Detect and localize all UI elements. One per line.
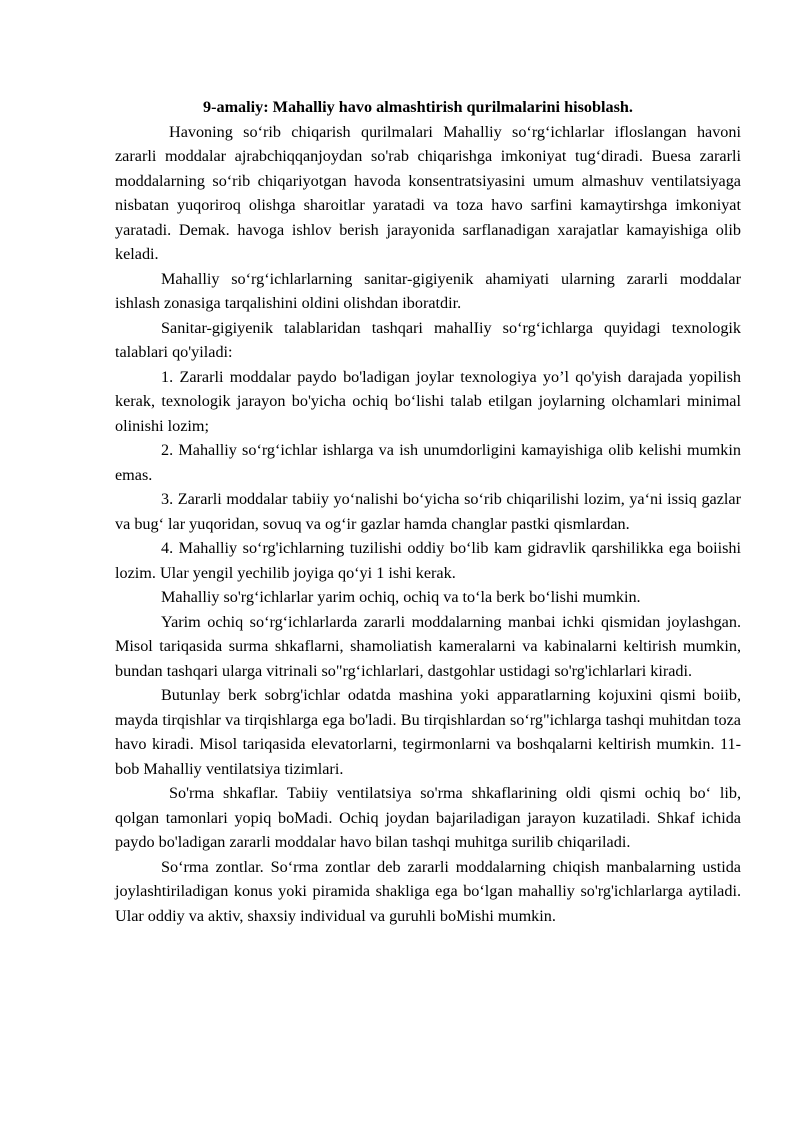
list-item-requirement-3: 3. Zararli moddalar tabiiy yo‘nalishi bo‘yicha so‘rib chiqarilishi lozim, ya‘ni issiq gazlar va bug‘ lar yuqoridan, sovuq va og‘ir gazlar hamda changlar pastki qismlardan.: [115, 490, 741, 533]
paragraph-types: Mahalliy so'rg‘ichlarlar yarim ochiq, ochiq va to‘la berk bo‘lishi mumkin.: [161, 588, 641, 606]
list-item-requirement-2: 2. Mahalliy so‘rg‘ichlar ishlarga va ish unumdorligini kamayishiga olib kelishi mumkin emas.: [115, 441, 741, 484]
paragraph-suction-hoods: So‘rma zontlar. So‘rma zontlar deb zararli moddalarning chiqish manbalarning ustida joylashtiriladigan konus yoki piramida shakliga ega bo‘lgan mahalliy so'rg'ichlarlarga aytiladi. Ular oddiy va aktiv, shaxsiy individual va guruhli boMishi mumkin.: [115, 857, 741, 925]
paragraph-intro: Havoning so‘rib chiqarish qurilmalari Mahalliy so‘rg‘ichlarlar ifloslangan havoni zararli moddalar ajrabchiqqanjoydan so'rab chiqarishga imkoniyat tug‘diradi. Buesa zararli moddalarning so‘rib chiqariyotgan havoda konsentratsiyasini umum almashuv ventilatsiyaga nisbatan yuqoriroq olishga sharoitlar yaratadi va toza havo sarfini kamaytirshga imkoniyat yaratadi. Demak. havoga ishlov berish jarayonida sarflanadigan xarajatlar kamayishiga olib keladi.: [115, 122, 741, 263]
paragraph-suction-cabinets: So'rma shkaflar. Tabiiy ventilatsiya so'rma shkaflarining oldi qismi ochiq bo‘ lib, qolgan tamonlari yopiq boMadi. Ochiq joydan bajariladigan jarayon kuzatiladi. Shkaf ichida paydo bo'ladigan zararli moddalar havo bilan tashqi muhitga surilib chiqariladi.: [115, 784, 741, 851]
paragraph-technological-requirements: Sanitar-gigiyenik talablaridan tashqari mahalIiy so‘rg‘ichlarga quyidagi texnologik talablari qo'yiladi:: [115, 318, 741, 361]
page-title: 9-amaliy: Mahalliy havo almashtirish qurilmalarini hisoblash.: [203, 98, 633, 116]
list-item-requirement-1: 1. Zararli moddalar paydo bo'ladigan joylar texnologiya yo’l qo'yish darajada yopilish kerak, texnologik jarayon bo'yicha ochiq bo‘lishi talab etilgan joylarning olchamlari minimal olinishi lozim;: [115, 367, 741, 435]
paragraph-sanitary-importance: Mahalliy so‘rg‘ichlarlarning sanitar-gigiyenik ahamiyati ularning zararli moddalar ishlash zonasiga tarqalishini oldini olishdan iboratdir.: [115, 269, 741, 312]
paragraph-fully-closed: Butunlay berk sobrg'ichlar odatda mashina yoki apparatlarning kojuxini qismi boiib, mayda tirqishlar va tirqishlarga ega bo'ladi. Bu tirqishlardan so‘rg"ichlarga tashqi muhitdan toza havo kiradi. Misol tariqasida elevatorlarni, tegirmonlarni va boshqalarni keltirish mumkin. 11-bob Mahalliy ventilatsiya tizimlari.: [115, 686, 741, 778]
paragraph-semi-open: Yarim ochiq so‘rg‘ichlarlarda zararli moddalarning manbai ichki qismidan joylashgan. Misol tariqasida surma shkaflarni, shamoliatish kameralarni va kabinalarni keltirish mumkin, bundan tashqari ularga vitrinali so"rg‘ichlarlari, dastgohlar ustidagi so'rg'ichlarlari kiradi.: [115, 612, 741, 680]
list-item-requirement-4: 4. Mahalliy so‘rg'ichlarning tuzilishi oddiy bo‘lib kam gidravlik qarshilikka ega boiishi lozim. Ular yengil yechilib joyiga qo‘yi 1 ishi kerak.: [115, 539, 741, 582]
document-page: [115, 95, 741, 928]
